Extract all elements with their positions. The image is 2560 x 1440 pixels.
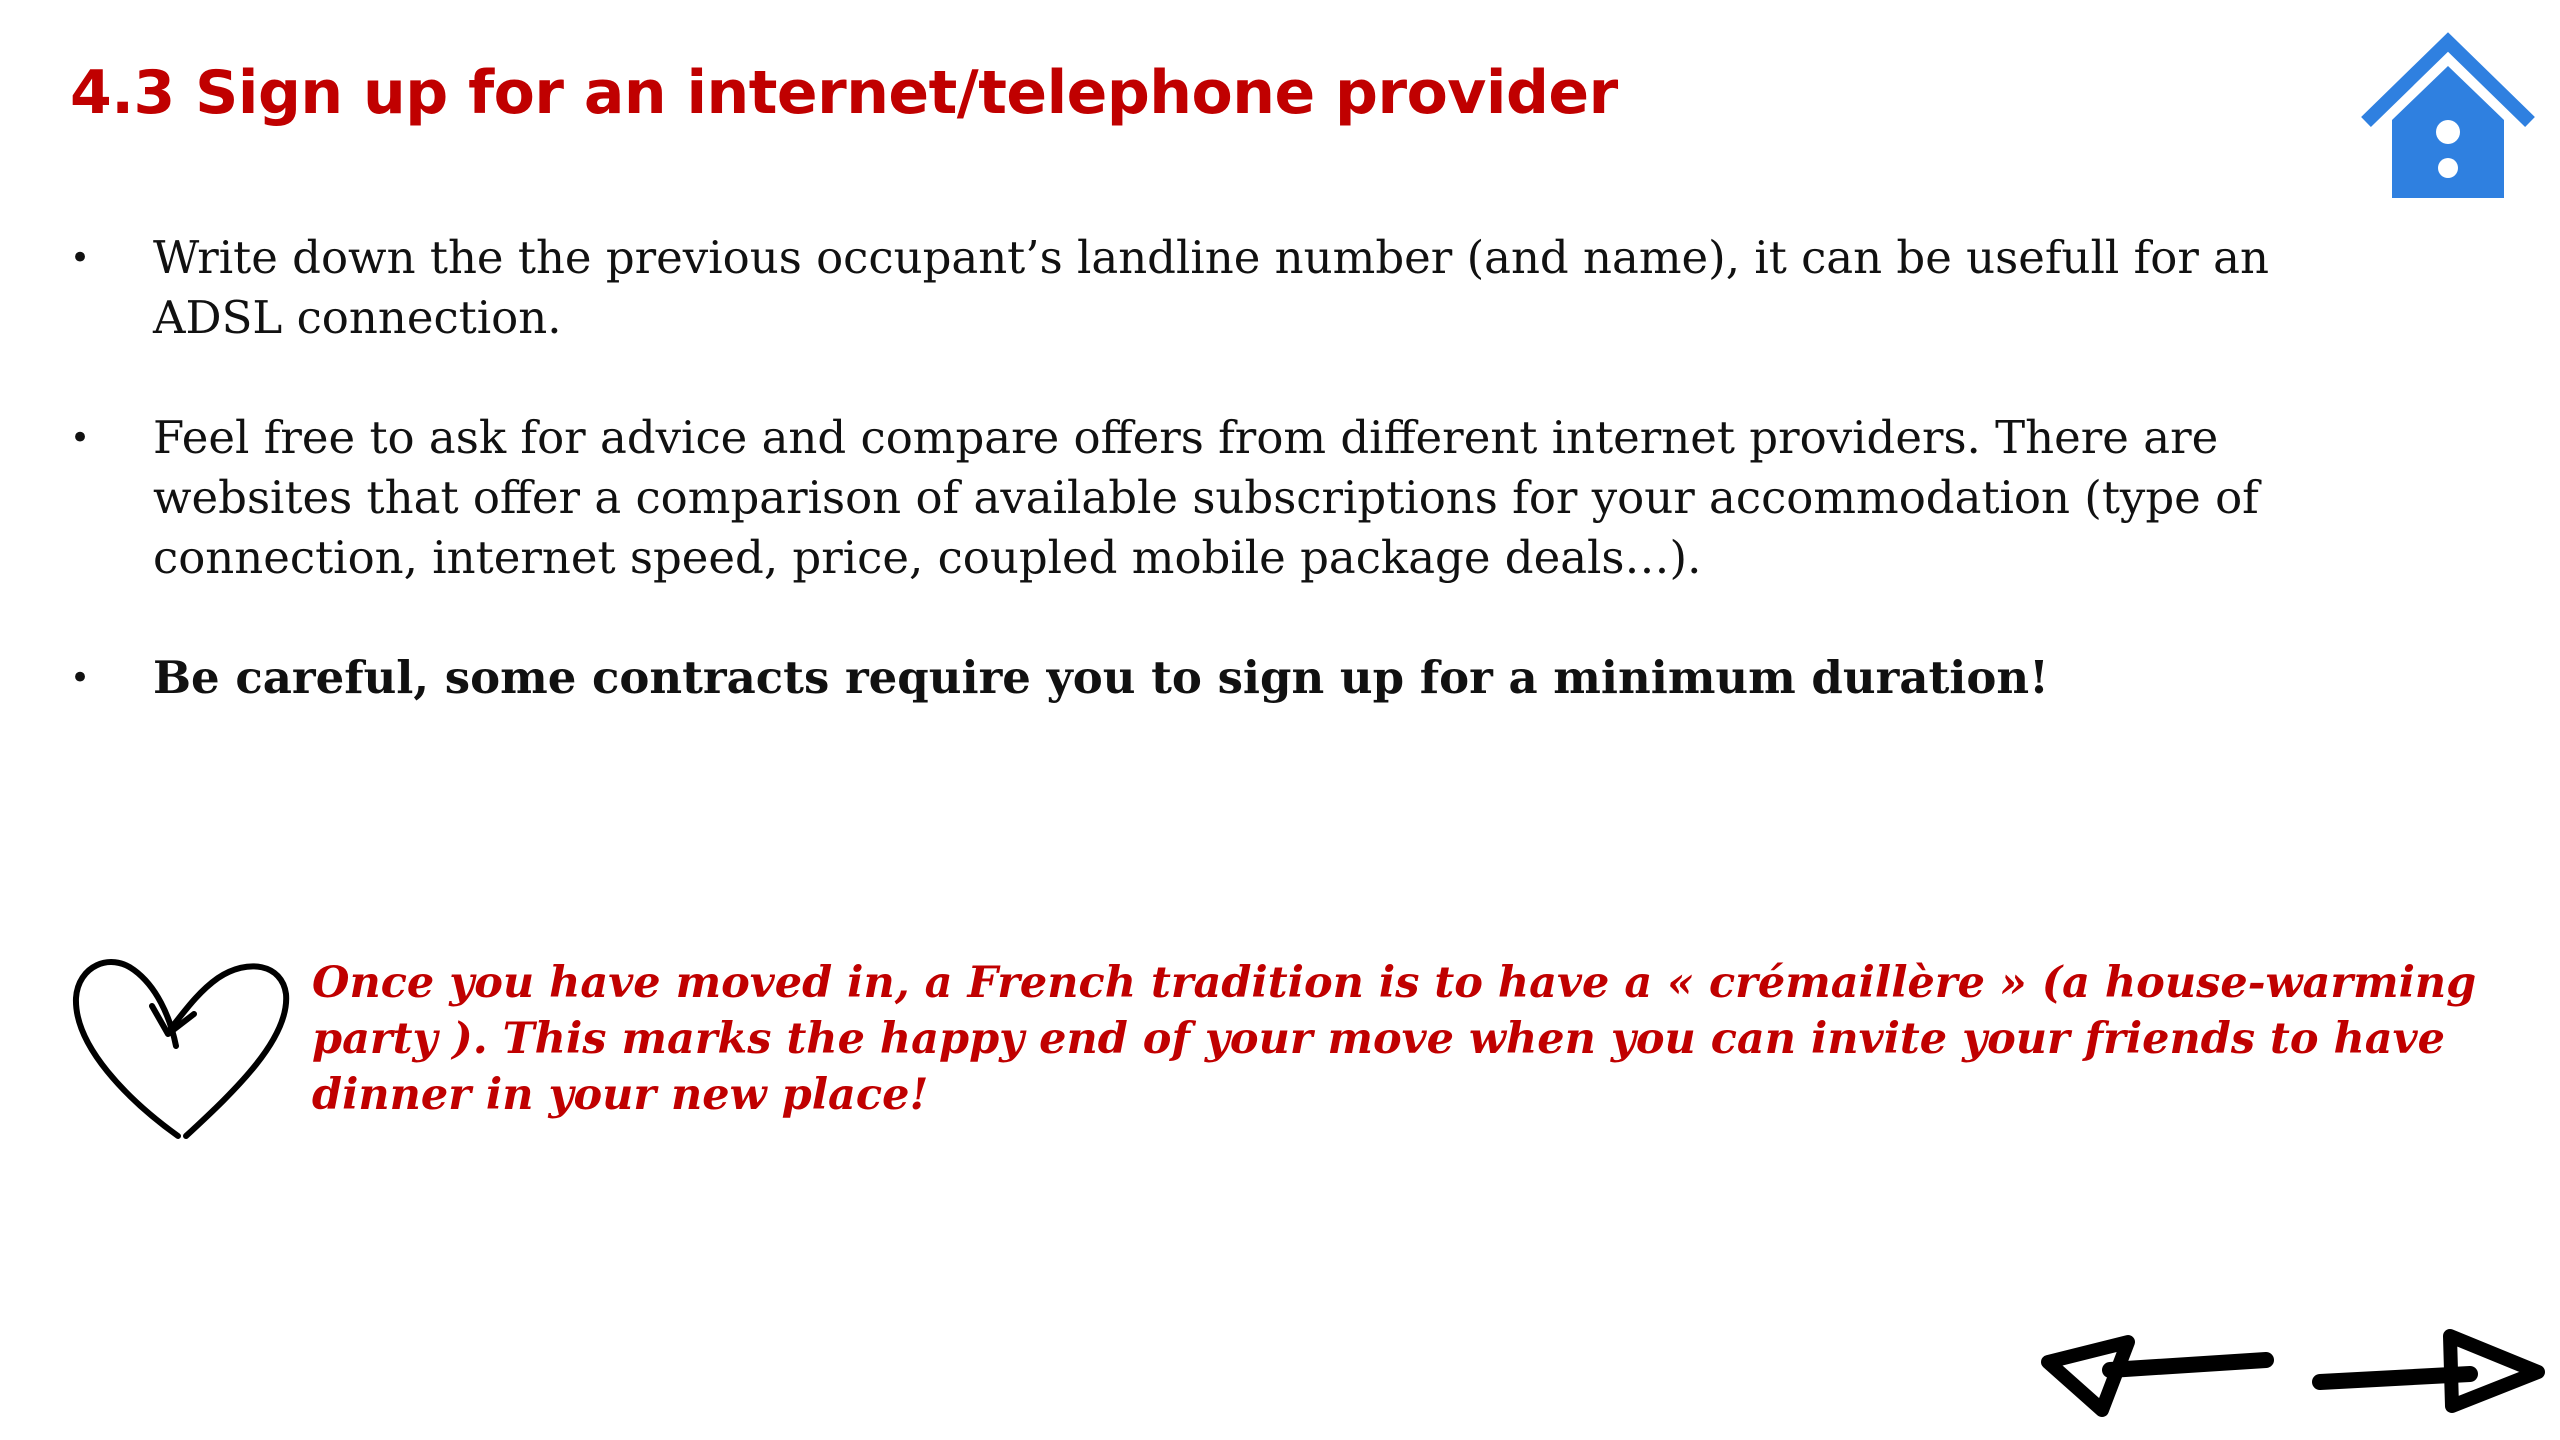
home-icon bbox=[2356, 26, 2540, 202]
home-button[interactable] bbox=[2356, 26, 2540, 202]
bullet-marker: • bbox=[70, 658, 91, 698]
heart-icon bbox=[68, 950, 294, 1140]
bullet-text: Be careful, some contracts require you to sign up for a minimum duration! bbox=[153, 651, 2049, 704]
next-slide-button[interactable] bbox=[2300, 1320, 2550, 1430]
bullet-list bbox=[70, 228, 2360, 768]
bullet-item-minimum-duration bbox=[70, 648, 2360, 708]
arrow-left-icon bbox=[2040, 1320, 2290, 1430]
tip-text: Once you have moved in, a French tradition is to have a « crémaillère » (a house-warming party ). This marks the happy end of your move when you can invite your friends to have dinner in your new place! bbox=[312, 958, 2477, 1120]
slide-title: 4.3 Sign up for an internet/telephone provider bbox=[70, 58, 1618, 128]
previous-slide-button[interactable] bbox=[2040, 1320, 2290, 1430]
bullet-marker: • bbox=[70, 238, 91, 278]
bullet-text: Feel free to ask for advice and compare offers from different internet providers. There are websites that offer a comparison of available subscriptions for your accommodation (type of connection, internet speed, price, coupled mobile package deals…). bbox=[153, 411, 2259, 584]
bullet-text: Write down the the previous occupant’s landline number (and name), it can be usefull for an ADSL connection. bbox=[153, 231, 2269, 344]
bullet-marker: • bbox=[70, 418, 91, 458]
bullet-item-compare-offers bbox=[70, 408, 2360, 588]
bullet-item-landline bbox=[70, 228, 2360, 348]
arrow-right-icon bbox=[2300, 1320, 2550, 1430]
